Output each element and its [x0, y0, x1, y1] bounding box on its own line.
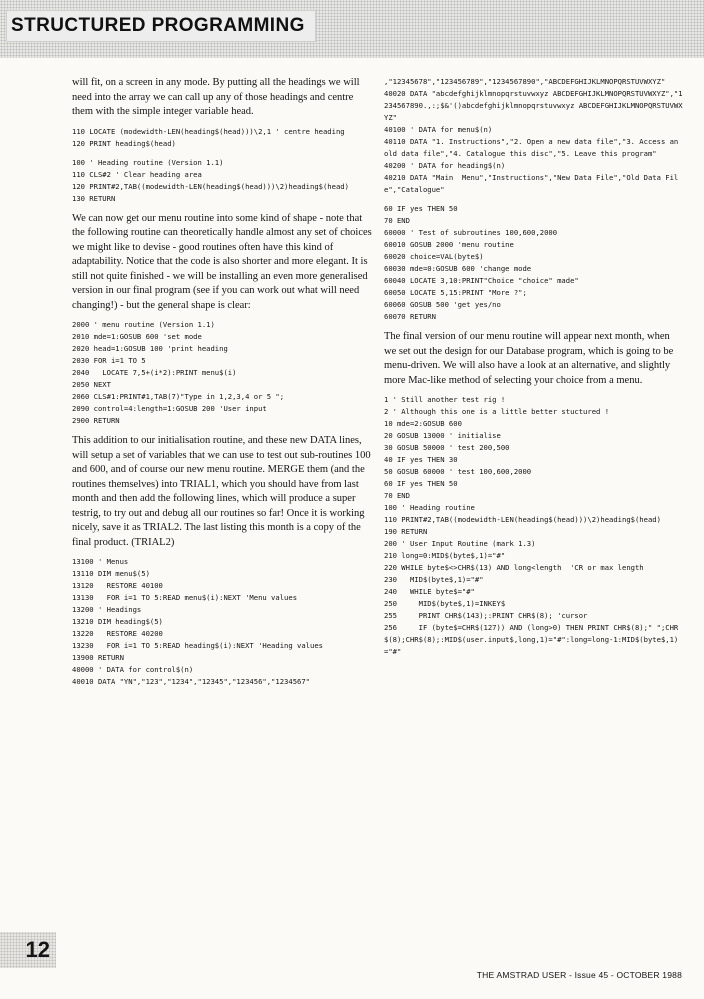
code-line: 13100 ' Menus [72, 557, 129, 566]
code-line: 60000 ' Test of subroutines 100,600,2000 [384, 228, 558, 237]
code-line: 50 GOSUB 60000 ' test 100,600,2000 [384, 467, 532, 476]
code-line: 40110 DATA "1. Instructions","2. Open a new data file","3. Access an old data file","4. Catalogue this disc","5. Leave this program" [384, 137, 683, 158]
code-line: 13230 FOR i=1 TO 5:READ heading$(i):NEXT 'Heading values [72, 641, 323, 650]
code-line: 2 ' Although this one is a little better stuctured ! [384, 407, 610, 416]
code-line: 2090 control=4:length=1:GOSUB 200 'User input [72, 404, 267, 413]
code-line: 110 PRINT#2,TAB((modewidth-LEN(heading$(head)))\2)heading$(head) [384, 515, 661, 524]
code-line: 1 ' Still another test rig ! [384, 395, 506, 404]
left-paragraph-2: We can now get our menu routine into some kind of shape - note that the following routine can theoretically handle almost any set of choices we might like to devise - good routines often have this kind of adaptability. Notice that the code is also shorter and more elegant. It is still not quite finished - we will be installing an even more generalised version in our final program (see if you can work out what will need changing!) - but the general shape is clear: [72, 212, 372, 311]
code-listing [384, 203, 684, 323]
code-listing [72, 157, 372, 205]
code-listing [384, 394, 684, 658]
code-line: 13120 RESTORE 40100 [72, 581, 163, 590]
code-line: 60040 LOCATE 3,10:PRINT"Choice "choice" made" [384, 276, 579, 285]
code-line: 60 IF yes THEN 50 [384, 204, 458, 213]
code-line: 2000 ' menu routine (Version 1.1) [72, 320, 215, 329]
code-line: 40000 ' DATA for control$(n) [72, 665, 194, 674]
code-line: 40200 ' DATA for heading$(n) [384, 161, 506, 170]
code-line: 40020 DATA "abcdefghijklmnopqrstuvwxyz ABCDEFGHIJKLMNOPQRSTUVWXYZ","1234567890.,:;$&'()abcdefghijklmnopqrstuvwxyz ABCDEFGHIJKLMNOPQRSTUVWXYZ" [384, 89, 683, 122]
code-line: 200 ' User Input Routine (mark 1.3) [384, 539, 536, 548]
code-line: 240 WHILE byte$="#" [384, 587, 475, 596]
code-line: 10 mde=2:GOSUB 600 [384, 419, 462, 428]
code-line: 70 END [384, 216, 410, 225]
code-listing [384, 76, 684, 196]
code-line: 13900 RETURN [72, 653, 124, 662]
code-line: 60030 mde=0:GOSUB 600 'change mode [384, 264, 532, 273]
code-line: 110 LOCATE (modewidth-LEN(heading$(head)))\2,1 ' centre heading [72, 126, 345, 136]
code-line: 13130 FOR i=1 TO 5:READ menu$(i):NEXT 'Menu values [72, 593, 298, 602]
code-line: 40100 ' DATA for menu$(n) [384, 125, 493, 134]
section-title: STRUCTURED PROGRAMMING [6, 10, 316, 42]
code-line: 2050 NEXT [72, 380, 111, 389]
code-line: 30 GOSUB 50000 ' test 200,500 [384, 443, 510, 452]
code-line: 130 RETURN [72, 193, 116, 203]
code-line: 60020 choice=VAL(byte$) [384, 252, 484, 261]
code-line: 60070 RETURN [384, 312, 436, 321]
code-listing [72, 556, 372, 688]
code-line: 13220 RESTORE 40200 [72, 629, 163, 638]
code-line: 230 MID$(byte$,1)="#" [384, 575, 484, 584]
code-line: 2020 head=1:GOSUB 100 'print heading [72, 344, 228, 353]
code-line: 100 ' Heading routine (Version 1.1) [72, 157, 224, 167]
code-line: 13110 DIM menu$(5) [72, 569, 150, 578]
code-line: 40 IF yes THEN 30 [384, 455, 458, 464]
code-listing [72, 319, 372, 427]
code-listing [72, 126, 372, 150]
code-line: 256 IF (byte$=CHR$(127)) AND (long>0) THEN PRINT CHR$(8);" ";CHR$(8);CHR$(8);:MID$(user.input$,long,1)="#":long=long-1:MID$(byte$,1)="#" [384, 623, 679, 656]
right-column [384, 76, 684, 665]
code-line: 60 IF yes THEN 50 [384, 479, 458, 488]
code-line: 13210 DIM heading$(5) [72, 617, 163, 626]
code-line: 120 PRINT heading$(head) [72, 138, 176, 148]
code-line: 220 WHILE byte$<>CHR$(13) AND long<length 'CR or max length [384, 563, 644, 572]
code-line: 13200 ' Headings [72, 605, 142, 614]
code-line: 100 ' Heading routine [384, 503, 475, 512]
code-line: 40210 DATA "Main Menu","Instructions","New Data File","Old Data File","Catalogue" [384, 173, 679, 194]
left-paragraph-3: This addition to our initialisation routine, and these new DATA lines, will setup a set of variables that we can use to test out sub-routines 100 and 600, and of course our new menu routine. MERGE them (and the routines themselves) into TRIAL1, which you should have from last month and then add the following lines, which will produce a super testrig, to try out and debug all our routines so far! Once it is working nicely, save it as TRIAL2. The last listing this month is a copy of the final product. (TRIAL2) [72, 435, 371, 548]
page-number: 12 [0, 932, 56, 968]
code-line: 40010 DATA "YN","123","1234","12345","123456","1234567" [72, 677, 310, 686]
header-band [0, 0, 704, 58]
left-paragraph-1: will fit, on a screen in any mode. By putting all the headings we will need into the array we can call up any of those headings and centre them with the simple integer variable head. [72, 77, 360, 117]
left-column [72, 76, 372, 695]
code-line: 110 CLS#2 ' Clear heading area [72, 169, 202, 179]
code-line: ,"12345678","123456789","1234567890","ABCDEFGHIJKLMNOPQRSTUVWXYZ" [384, 77, 666, 86]
code-line: 120 PRINT#2,TAB((modewidth-LEN(heading$(head)))\2)heading$(head) [72, 181, 349, 191]
code-line: 210 long=0:MID$(byte$,1)="#" [384, 551, 506, 560]
code-line: 60010 GOSUB 2000 'menu routine [384, 240, 514, 249]
code-line: 2010 mde=1:GOSUB 600 'set mode [72, 332, 202, 341]
code-line: 20 GOSUB 13000 ' initialise [384, 431, 501, 440]
code-line: 70 END [384, 491, 410, 500]
right-paragraph-1: The final version of our menu routine will appear next month, when we set out the design for our Database program, which is going to be menu-driven. We will also have a look at an alternative, and slightly more Mac-like method of selecting your choice from a menu. [384, 331, 674, 386]
footer-issue: THE AMSTRAD USER - Issue 45 - OCTOBER 1988 [476, 970, 682, 980]
code-line: 190 RETURN [384, 527, 428, 536]
code-line: 60050 LOCATE 5,15:PRINT "More ?"; [384, 288, 527, 297]
code-line: 2060 CLS#1:PRINT#1,TAB(7)"Type in 1,2,3,4 or 5 "; [72, 392, 285, 401]
code-line: 2900 RETURN [72, 416, 120, 425]
code-line: 2030 FOR i=1 TO 5 [72, 356, 146, 365]
code-line: 250 MID$(byte$,1)=INKEY$ [384, 599, 506, 608]
code-line: 60060 GOSUB 500 'get yes/no [384, 300, 501, 309]
code-line: 2040 LOCATE 7,5+(i*2):PRINT menu$(i) [72, 368, 237, 377]
code-line: 255 PRINT CHR$(143);:PRINT CHR$(8); 'cursor [384, 611, 588, 620]
